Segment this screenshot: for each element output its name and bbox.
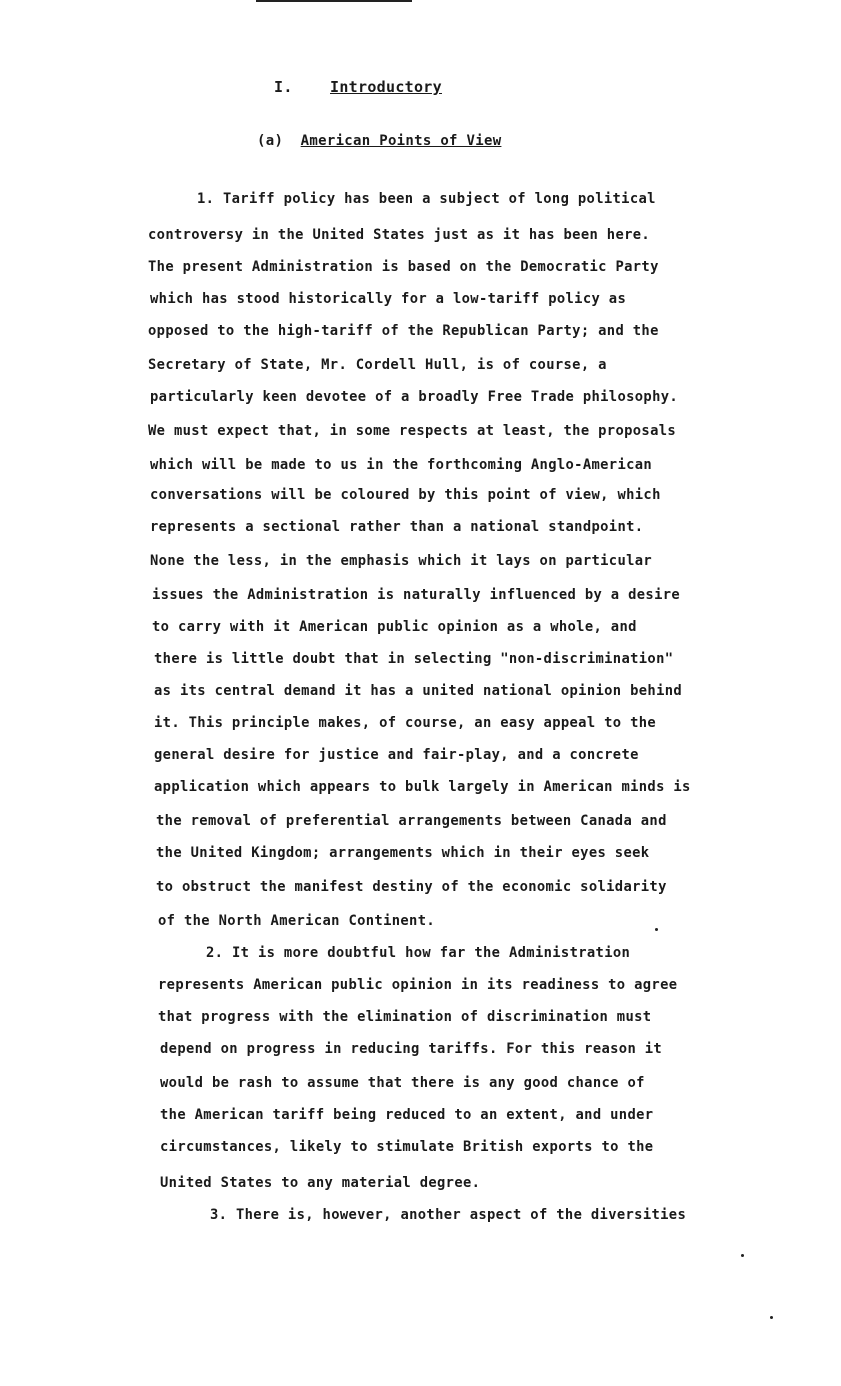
text-line: it. This principle makes, of course, an easy appeal to the [154, 715, 657, 731]
text-line: conversations will be coloured by this point of view, which [150, 487, 661, 503]
scan-speck [770, 1316, 773, 1319]
text-line: issues the Administration is naturally influenced by a desire [152, 587, 681, 603]
top-edge-rule [256, 0, 412, 2]
subsection-heading [257, 133, 501, 149]
text-line: that progress with the elimination of discrimination must [158, 1009, 652, 1025]
text-line: to carry with it American public opinion as a whole, and [152, 619, 637, 635]
text-line: depend on progress in reducing tariffs. For this reason it [160, 1041, 663, 1057]
text-line: United States to any material degree. [160, 1175, 481, 1191]
text-line: None the less, in the emphasis which it lays on particular [150, 553, 653, 569]
text-line: 2. It is more doubtful how far the Administration [206, 945, 631, 961]
text-line: opposed to the high-tariff of the Republican Party; and the [148, 323, 659, 339]
text-line: represents American public opinion in its readiness to agree [158, 977, 678, 993]
text-line: general desire for justice and fair-play, and a concrete [154, 747, 639, 763]
text-line: which will be made to us in the forthcoming Anglo-American [150, 457, 653, 473]
text-line: Secretary of State, Mr. Cordell Hull, is of course, a [148, 357, 607, 373]
scan-speck [655, 928, 658, 931]
text-line: to obstruct the manifest destiny of the economic solidarity [156, 879, 667, 895]
text-line: of the North American Continent. [158, 913, 436, 929]
text-line: 3. There is, however, another aspect of the diversities [210, 1207, 687, 1223]
subsection-title: American Points of View [300, 133, 502, 149]
text-line: would be rash to assume that there is any good chance of [160, 1075, 645, 1091]
scan-speck [741, 1254, 744, 1257]
subsection-marker: (a) [257, 133, 284, 149]
section-number: I. [274, 78, 293, 96]
text-line: circumstances, likely to stimulate British exports to the [160, 1139, 654, 1155]
text-line: particularly keen devotee of a broadly Free Trade philosophy. [150, 389, 679, 405]
text-line: which has stood historically for a low-tariff policy as [150, 291, 627, 307]
section-title: Introductory [330, 78, 442, 96]
text-line: controversy in the United States just as it has been here. [148, 227, 651, 243]
text-line: We must expect that, in some respects at least, the proposals [148, 423, 677, 439]
text-line: the removal of preferential arrangements between Canada and [156, 813, 667, 829]
text-line: there is little doubt that in selecting "non-discrimination" [154, 651, 674, 667]
text-line: application which appears to bulk largely in American minds is [154, 779, 691, 795]
section-heading [274, 78, 442, 96]
text-line: represents a sectional rather than a national standpoint. [150, 519, 644, 535]
text-line: The present Administration is based on the Democratic Party [148, 259, 659, 275]
text-line: the United Kingdom; arrangements which in their eyes seek [156, 845, 650, 861]
text-line: 1. Tariff policy has been a subject of long political [197, 191, 656, 207]
text-line: as its central demand it has a united national opinion behind [154, 683, 683, 699]
text-line: the American tariff being reduced to an extent, and under [160, 1107, 654, 1123]
